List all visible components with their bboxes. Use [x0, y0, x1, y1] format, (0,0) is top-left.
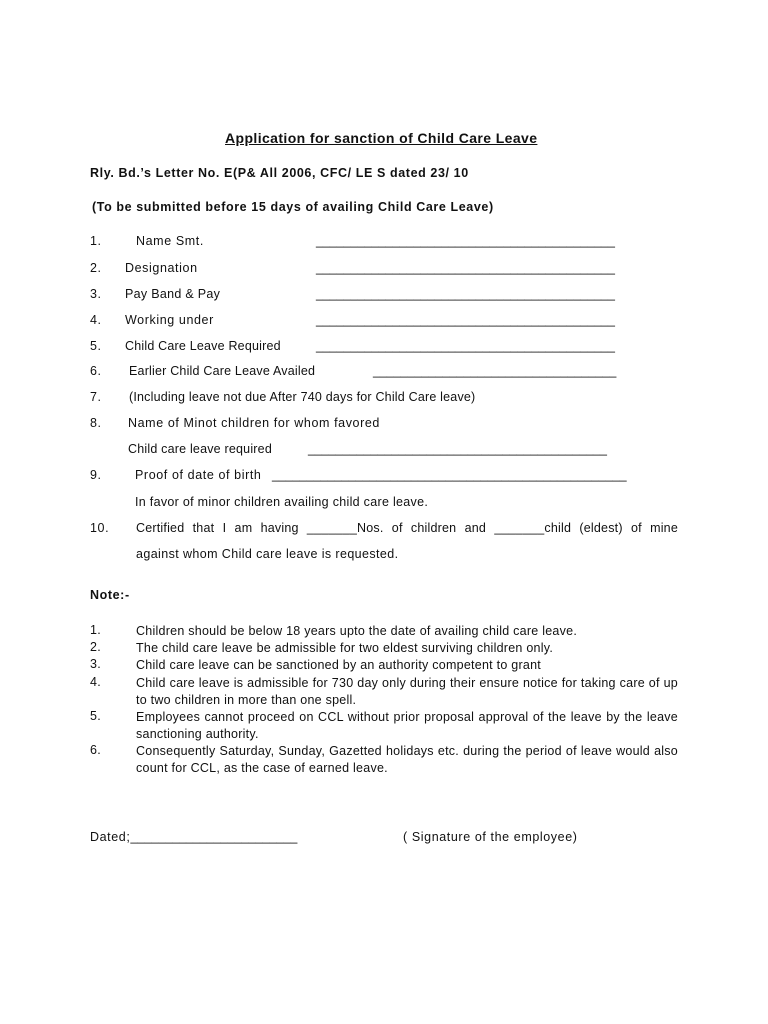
field-9-label-line2: In favor of minor children availing child care leave. [135, 495, 429, 509]
field-5-number: 5. [90, 339, 102, 353]
field-9-number: 9. [90, 468, 102, 482]
field-4-label: Working under [125, 313, 214, 327]
note-5-number: 5. [90, 709, 102, 723]
field-3-number: 3. [90, 287, 102, 301]
dated-label: Dated; [90, 830, 131, 844]
letter-reference: Rly. Bd.’s Letter No. E(P& All 2006, CFC/ LE S dated 23/ 10 [90, 166, 469, 180]
field-2-label: Designation [125, 261, 198, 275]
field-7-label: (Including leave not due After 740 days for Child Care leave) [129, 390, 476, 404]
note-4-text: Child care leave is admissible for 730 day only during their ensure notice for taking care of up to two children in more than one spell. [136, 676, 678, 707]
field-4-number: 4. [90, 313, 102, 327]
signature-label: ( Signature of the employee) [403, 830, 578, 844]
field-2-blank[interactable]: ___________________________________________ [316, 261, 615, 275]
note-heading: Note:- [90, 588, 130, 602]
note-2-text: The child care leave be admissible for two eldest surviving children only. [136, 641, 554, 655]
field-6-number: 6. [90, 364, 102, 378]
note-2-number: 2. [90, 640, 102, 654]
field-1-label: Name Smt. [136, 234, 204, 248]
note-3-text: Child care leave can be sanctioned by an authority competent to grant [136, 658, 541, 672]
field-5-blank[interactable]: ___________________________________________ [316, 339, 615, 353]
field-3-label: Pay Band & Pay [125, 287, 221, 301]
form-title: Application for sanction of Child Care Leave [225, 130, 538, 146]
field-2-number: 2. [90, 261, 102, 275]
field-6-label: Earlier Child Care Leave Availed [129, 364, 316, 378]
field-1-number: 1. [90, 234, 102, 248]
field-10-label-line2: against whom Child care leave is requested. [136, 547, 399, 561]
dated-blank[interactable]: ________________________ [130, 830, 298, 844]
field-8-number: 8. [90, 416, 102, 430]
note-3-number: 3. [90, 657, 102, 671]
field-3-blank[interactable]: ___________________________________________ [316, 287, 615, 301]
field-10-label: Certified that I am having _______Nos. of children and _______child (eldest) of mine [136, 521, 678, 535]
field-7-number: 7. [90, 390, 102, 404]
field-8-label: Name of Minot children for whom favored [128, 416, 380, 430]
note-4-number: 4. [90, 675, 102, 689]
field-1-blank[interactable]: ___________________________________________ [316, 234, 615, 248]
note-1-text: Children should be below 18 years upto the date of availing child care leave. [136, 624, 578, 638]
note-1-number: 1. [90, 623, 102, 637]
submission-instruction: (To be submitted before 15 days of availing Child Care Leave) [92, 200, 494, 214]
field-6-blank[interactable]: ___________________________________ [373, 364, 617, 378]
field-4-blank[interactable]: ___________________________________________ [316, 313, 615, 327]
note-6-text: Consequently Saturday, Sunday, Gazetted holidays etc. during the period of leave would also count for CCL, as the case of earned leave. [136, 744, 678, 775]
field-8-label-line2: Child care leave required [128, 442, 272, 456]
note-5-text: Employees cannot proceed on CCL without prior proposal approval of the leave by the leave sanctioning authority. [136, 710, 678, 741]
field-8-blank[interactable]: ___________________________________________ [308, 442, 607, 456]
field-10-number: 10. [90, 521, 110, 535]
field-5-label: Child Care Leave Required [125, 339, 281, 353]
note-6-number: 6. [90, 743, 102, 757]
field-9-label: Proof of date of birth [135, 468, 262, 482]
field-9-blank[interactable]: ___________________________________________________ [272, 468, 627, 482]
dated-field[interactable] [90, 830, 297, 844]
